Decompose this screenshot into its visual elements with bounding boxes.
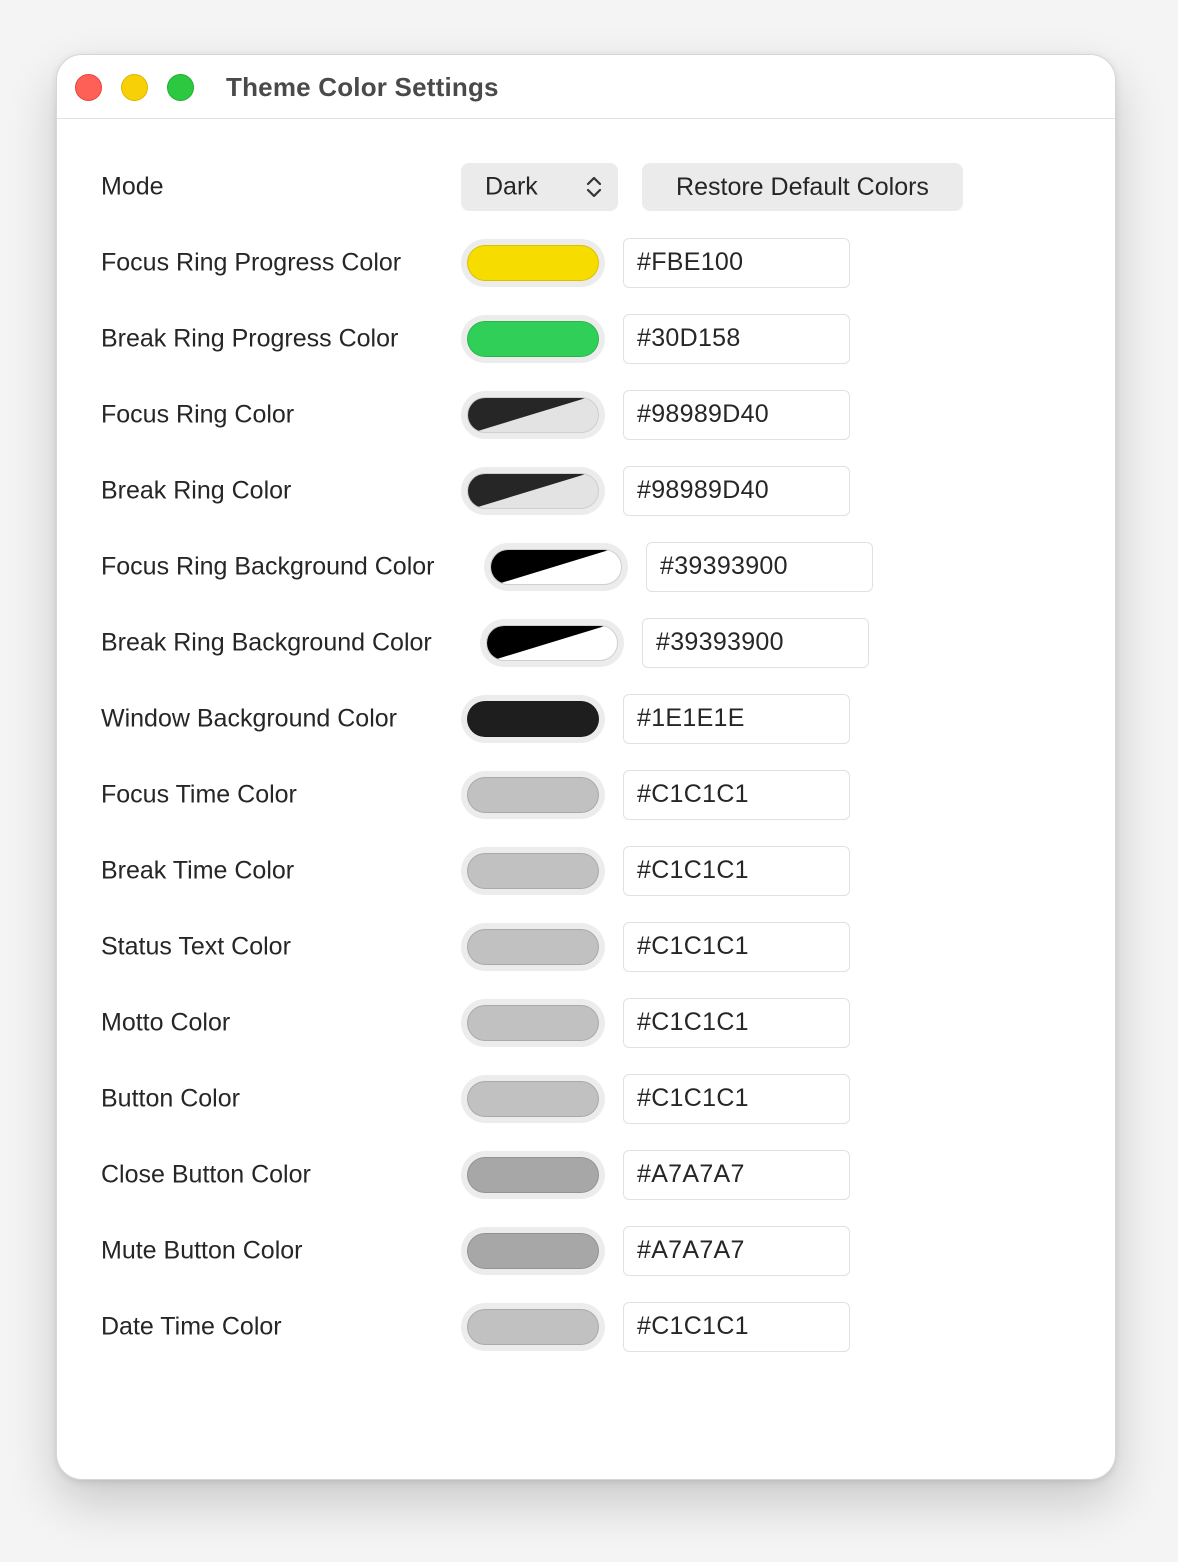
color-swatch (467, 473, 599, 509)
break-ring-background-color-hex-input[interactable]: #39393900 (642, 618, 869, 668)
mute-button-color-color-well[interactable] (461, 1227, 605, 1275)
color-swatch (467, 929, 599, 965)
chevron-up-down-icon (584, 175, 604, 199)
focus-ring-background-color-color-well[interactable] (484, 543, 628, 591)
break-ring-background-color-color-well[interactable] (480, 619, 624, 667)
focus-ring-progress-color-label: Focus Ring Progress Color (101, 248, 402, 277)
color-swatch (467, 1309, 599, 1345)
color-swatch (490, 549, 622, 585)
break-time-color-color-well[interactable] (461, 847, 605, 895)
minimize-window-button[interactable] (121, 74, 148, 101)
break-ring-color-color-well[interactable] (461, 467, 605, 515)
close-button-color-hex-input[interactable]: #A7A7A7 (623, 1150, 850, 1200)
focus-ring-color-row (57, 389, 1115, 441)
window-background-color-color-well[interactable] (461, 695, 605, 743)
color-swatch (486, 625, 618, 661)
status-text-color-label: Status Text Color (101, 932, 291, 961)
break-ring-color-row (57, 465, 1115, 517)
status-text-color-hex-input[interactable]: #C1C1C1 (623, 922, 850, 972)
focus-time-color-hex-input[interactable]: #C1C1C1 (623, 770, 850, 820)
mute-button-color-label: Mute Button Color (101, 1236, 303, 1265)
color-swatch (467, 321, 599, 357)
restore-default-colors-button[interactable]: Restore Default Colors (642, 163, 963, 211)
close-button-color-label: Close Button Color (101, 1160, 311, 1189)
close-window-button[interactable] (75, 74, 102, 101)
motto-color-label: Motto Color (101, 1008, 231, 1037)
window-background-color-row (57, 693, 1115, 745)
window-title: Theme Color Settings (226, 72, 499, 102)
focus-ring-progress-color-hex-input[interactable]: #FBE100 (623, 238, 850, 288)
focus-ring-background-color-row (57, 541, 1115, 593)
break-ring-progress-color-label: Break Ring Progress Color (101, 324, 399, 353)
focus-ring-progress-color-color-well[interactable] (461, 239, 605, 287)
color-swatch (467, 1233, 599, 1269)
color-swatch (467, 1157, 599, 1193)
break-time-color-label: Break Time Color (101, 856, 295, 885)
date-time-color-color-well[interactable] (461, 1303, 605, 1351)
break-ring-progress-color-row (57, 313, 1115, 365)
break-ring-background-color-label: Break Ring Background Color (101, 628, 432, 657)
focus-ring-color-hex-input[interactable]: #98989D40 (623, 390, 850, 440)
button-color-color-well[interactable] (461, 1075, 605, 1123)
color-swatch (467, 853, 599, 889)
mute-button-color-row (57, 1225, 1115, 1277)
color-swatch (467, 245, 599, 281)
break-ring-color-label: Break Ring Color (101, 476, 292, 505)
focus-time-color-label: Focus Time Color (101, 780, 297, 809)
date-time-color-label: Date Time Color (101, 1312, 282, 1341)
focus-time-color-color-well[interactable] (461, 771, 605, 819)
window-background-color-label: Window Background Color (101, 704, 397, 733)
mode-select-value: Dark (485, 172, 538, 201)
motto-color-hex-input[interactable]: #C1C1C1 (623, 998, 850, 1048)
color-swatch (467, 1081, 599, 1117)
focus-ring-background-color-hex-input[interactable]: #39393900 (646, 542, 873, 592)
date-time-color-hex-input[interactable]: #C1C1C1 (623, 1302, 850, 1352)
title-bar (57, 55, 1115, 119)
close-button-color-color-well[interactable] (461, 1151, 605, 1199)
focus-ring-color-label: Focus Ring Color (101, 400, 295, 429)
window-background-color-hex-input[interactable]: #1E1E1E (623, 694, 850, 744)
color-swatch (467, 701, 599, 737)
break-ring-background-color-row (57, 617, 1115, 669)
zoom-window-button[interactable] (167, 74, 194, 101)
mode-select[interactable] (461, 163, 618, 211)
focus-time-color-row (57, 769, 1115, 821)
motto-color-color-well[interactable] (461, 999, 605, 1047)
color-swatch (467, 1005, 599, 1041)
focus-ring-background-color-label: Focus Ring Background Color (101, 552, 435, 581)
close-button-color-row (57, 1149, 1115, 1201)
break-ring-progress-color-hex-input[interactable]: #30D158 (623, 314, 850, 364)
date-time-color-row (57, 1301, 1115, 1353)
settings-window (56, 54, 1116, 1480)
focus-ring-color-color-well[interactable] (461, 391, 605, 439)
break-time-color-row (57, 845, 1115, 897)
color-swatch (467, 777, 599, 813)
break-ring-progress-color-color-well[interactable] (461, 315, 605, 363)
focus-ring-progress-color-row (57, 237, 1115, 289)
button-color-label: Button Color (101, 1084, 240, 1113)
motto-color-row (57, 997, 1115, 1049)
button-color-row (57, 1073, 1115, 1125)
mode-label: Mode (101, 172, 164, 201)
status-text-color-row (57, 921, 1115, 973)
break-time-color-hex-input[interactable]: #C1C1C1 (623, 846, 850, 896)
button-color-hex-input[interactable]: #C1C1C1 (623, 1074, 850, 1124)
color-swatch (467, 397, 599, 433)
status-text-color-color-well[interactable] (461, 923, 605, 971)
mute-button-color-hex-input[interactable]: #A7A7A7 (623, 1226, 850, 1276)
break-ring-color-hex-input[interactable]: #98989D40 (623, 466, 850, 516)
